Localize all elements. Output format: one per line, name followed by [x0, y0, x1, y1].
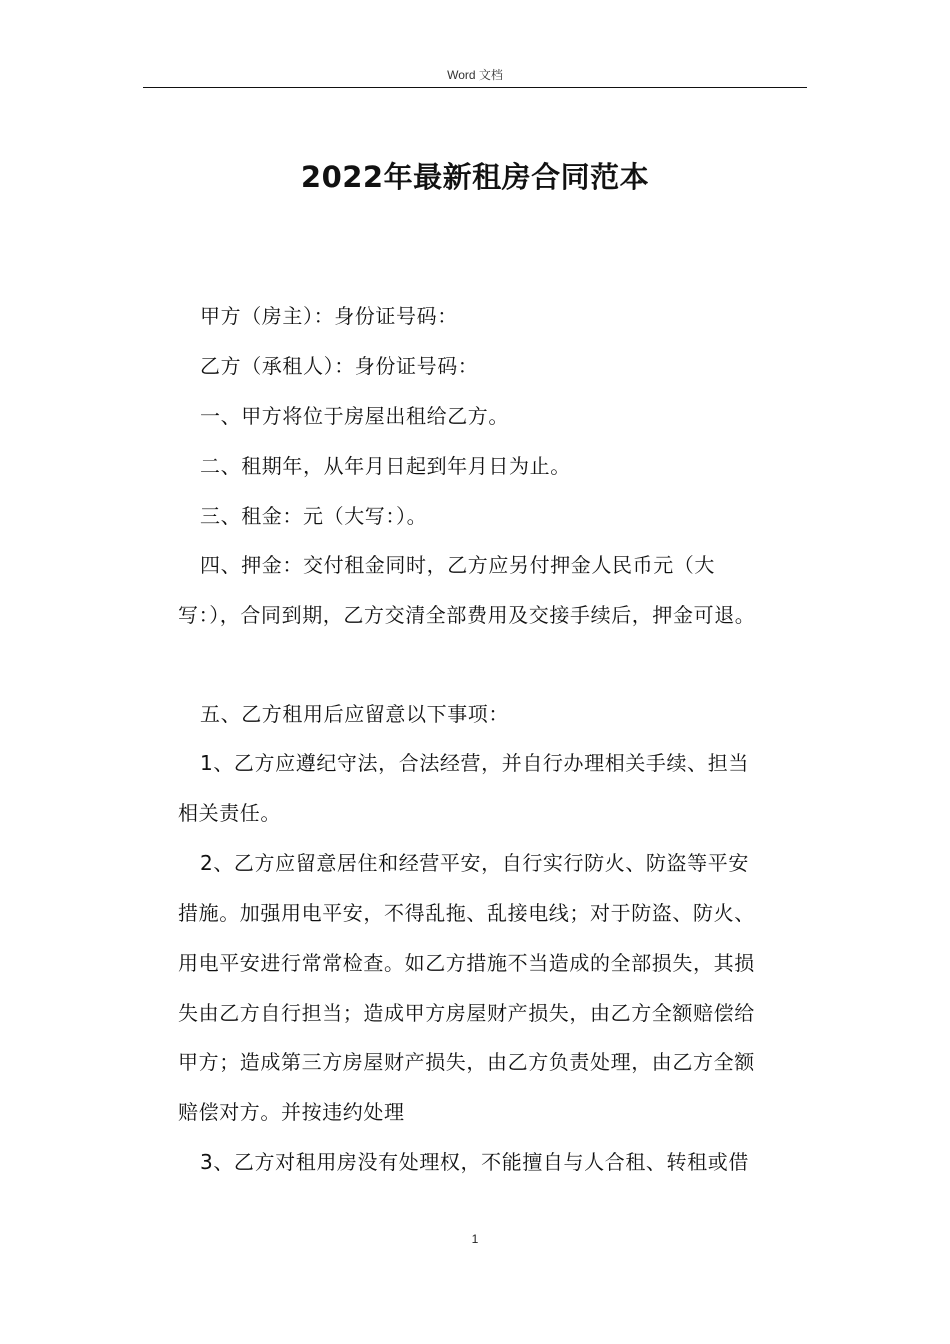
document-title: 2022年最新租房合同范本: [300, 160, 650, 194]
item-1-line-2: 相关责任。: [178, 801, 281, 825]
document-body: [178, 0, 818, 1344]
item-1-line-1: 1、乙方应遵纪守法，合法经营，并自行办理相关手续、担当: [200, 751, 749, 775]
item-2-line-4: 失由乙方自行担当；造成甲方房屋财产损失，由乙方全额赔偿给: [178, 1001, 755, 1025]
page-number: 1: [471, 1232, 479, 1246]
clause-5: 五、乙方租用后应留意以下事项：: [200, 702, 509, 726]
clause-3: 三、租金：元（大写：）。: [200, 504, 428, 528]
item-2-line-2: 措施。加强用电平安，不得乱拖、乱接电线；对于防盗、防火、: [178, 901, 755, 925]
item-2-line-5: 甲方；造成第三方房屋财产损失，由乙方负责处理，由乙方全额: [178, 1050, 755, 1074]
clause-2: 二、租期年，从年月日起到年月日为止。: [200, 454, 571, 478]
clause-4-line-2: 写：），合同到期，乙方交清全部费用及交接手续后，押金可退。: [178, 603, 756, 627]
item-2-line-3: 用电平安进行常常检查。如乙方措施不当造成的全部损失，其损: [178, 951, 755, 975]
item-2-line-1: 2、乙方应留意居住和经营平安，自行实行防火、防盗等平安: [200, 851, 749, 875]
party-a-line: 甲方（房主）：身份证号码：: [200, 304, 458, 328]
clause-4-line-1: 四、押金：交付租金同时，乙方应另付押金人民币元（大: [200, 553, 715, 577]
clause-1: 一、甲方将位于房屋出租给乙方。: [200, 404, 509, 428]
item-2-line-6: 赔偿对方。并按违约处理: [178, 1100, 405, 1124]
party-b-line: 乙方（承租人）：身份证号码：: [200, 354, 479, 378]
header-text: Word 文档: [447, 68, 503, 82]
item-3-line-1: 3、乙方对租用房没有处理权，不能擅自与人合租、转租或借: [200, 1150, 749, 1174]
